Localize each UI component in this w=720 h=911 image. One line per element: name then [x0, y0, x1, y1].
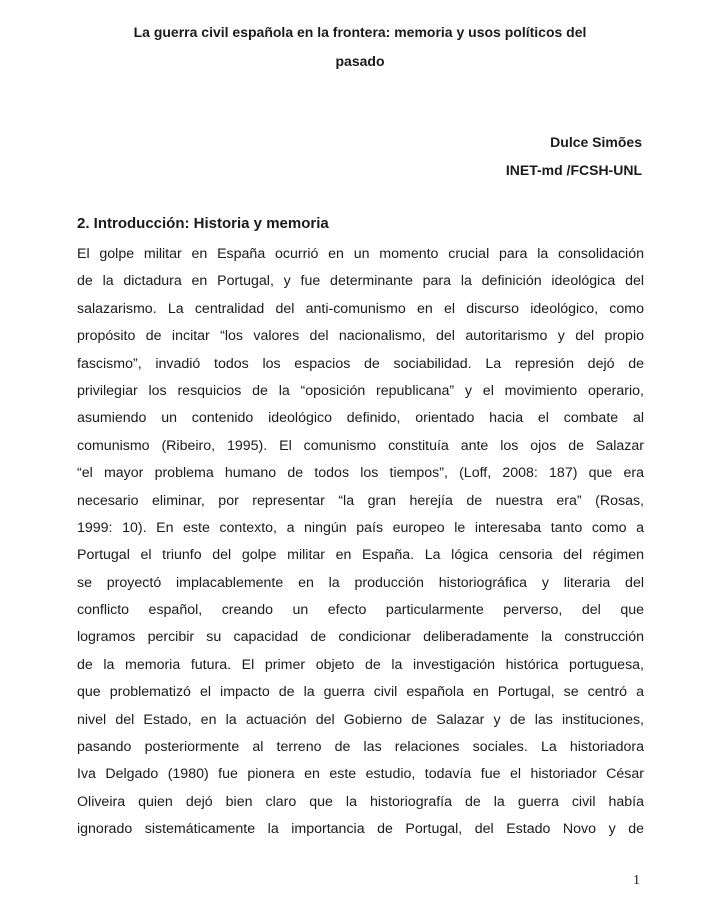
body-line: necesario eliminar, por representar “la gran herejía de nuestra era” (Rosas,: [77, 492, 644, 509]
body-line: se proyectó implacablemente en la producción historiográfica y literaria del: [77, 574, 644, 591]
body-line: propósito de incitar “los valores del nacionalismo, del autoritarismo y del propio: [77, 328, 644, 345]
body-line: asumiendo un contenido ideológico definido, orientado hacia el combate al: [77, 410, 644, 427]
body-line: privilegiar los resquicios de la “oposición republicana” y el movimiento operario,: [77, 382, 644, 399]
body-line: Iva Delgado (1980) fue pionera en este estudio, todavía fue el historiador César: [77, 766, 644, 783]
body-line: “el mayor problema humano de todos los tiempos”, (Loff, 2008: 187) que era: [77, 465, 644, 482]
body-line: fascismo”, invadió todos los espacios de sociabilidad. La represión dejó de: [77, 355, 644, 372]
body-line: comunismo (Ribeiro, 1995). El comunismo constituía ante los ojos de Salazar: [77, 437, 644, 454]
body-line: Oliveira quien dejó bien claro que la historiografía de la guerra civil había: [77, 793, 644, 810]
body-line: El golpe militar en España ocurrió en un momento crucial para la consolidación: [77, 246, 644, 262]
author-block: [506, 128, 642, 184]
page-number: 1: [633, 873, 640, 888]
body-paragraph: [77, 241, 644, 844]
body-line: conflicto español, creando un efecto particularmente perverso, del que: [77, 602, 644, 619]
body-line: que problematizó el impacto de la guerra civil española en Portugal, se centró a: [77, 684, 644, 701]
body-line: ignorado sistemáticamente la importancia de Portugal, del Estado Novo y de: [77, 821, 644, 838]
body-line: de la memoria futura. El primer objeto de la investigación histórica portuguesa,: [77, 656, 644, 673]
author-affiliation: INET-md /FCSH-UNL: [505, 162, 642, 178]
body-line: pasando posteriormente al terreno de las relaciones sociales. La historiadora: [77, 739, 644, 756]
title-line-2: pasado: [335, 53, 385, 69]
section-heading: 2. Introducción: Historia y memoria: [77, 215, 329, 232]
body-line: 1999: 10). En este contexto, a ningún país europeo le interesaba tanto como a: [77, 519, 644, 536]
title-line-1: La guerra civil española en la frontera: memoria y usos políticos del: [133, 24, 587, 40]
body-line: de la dictadura en Portugal, y fue determinante para la definición ideológica del: [77, 273, 644, 290]
body-line: logramos percibir su capacidad de condicionar deliberadamente la construcción: [77, 629, 644, 646]
body-line: salazarismo. La centralidad del anti-comunismo en el discurso ideológico, como: [77, 300, 644, 317]
document-title: [95, 18, 625, 76]
body-line: Portugal el triunfo del golpe militar en España. La lógica censoria del régimen: [77, 547, 644, 564]
author-name: Dulce Simões: [550, 134, 642, 150]
body-line: nivel del Estado, en la actuación del Gobierno de Salazar y de las instituciones,: [77, 711, 644, 728]
